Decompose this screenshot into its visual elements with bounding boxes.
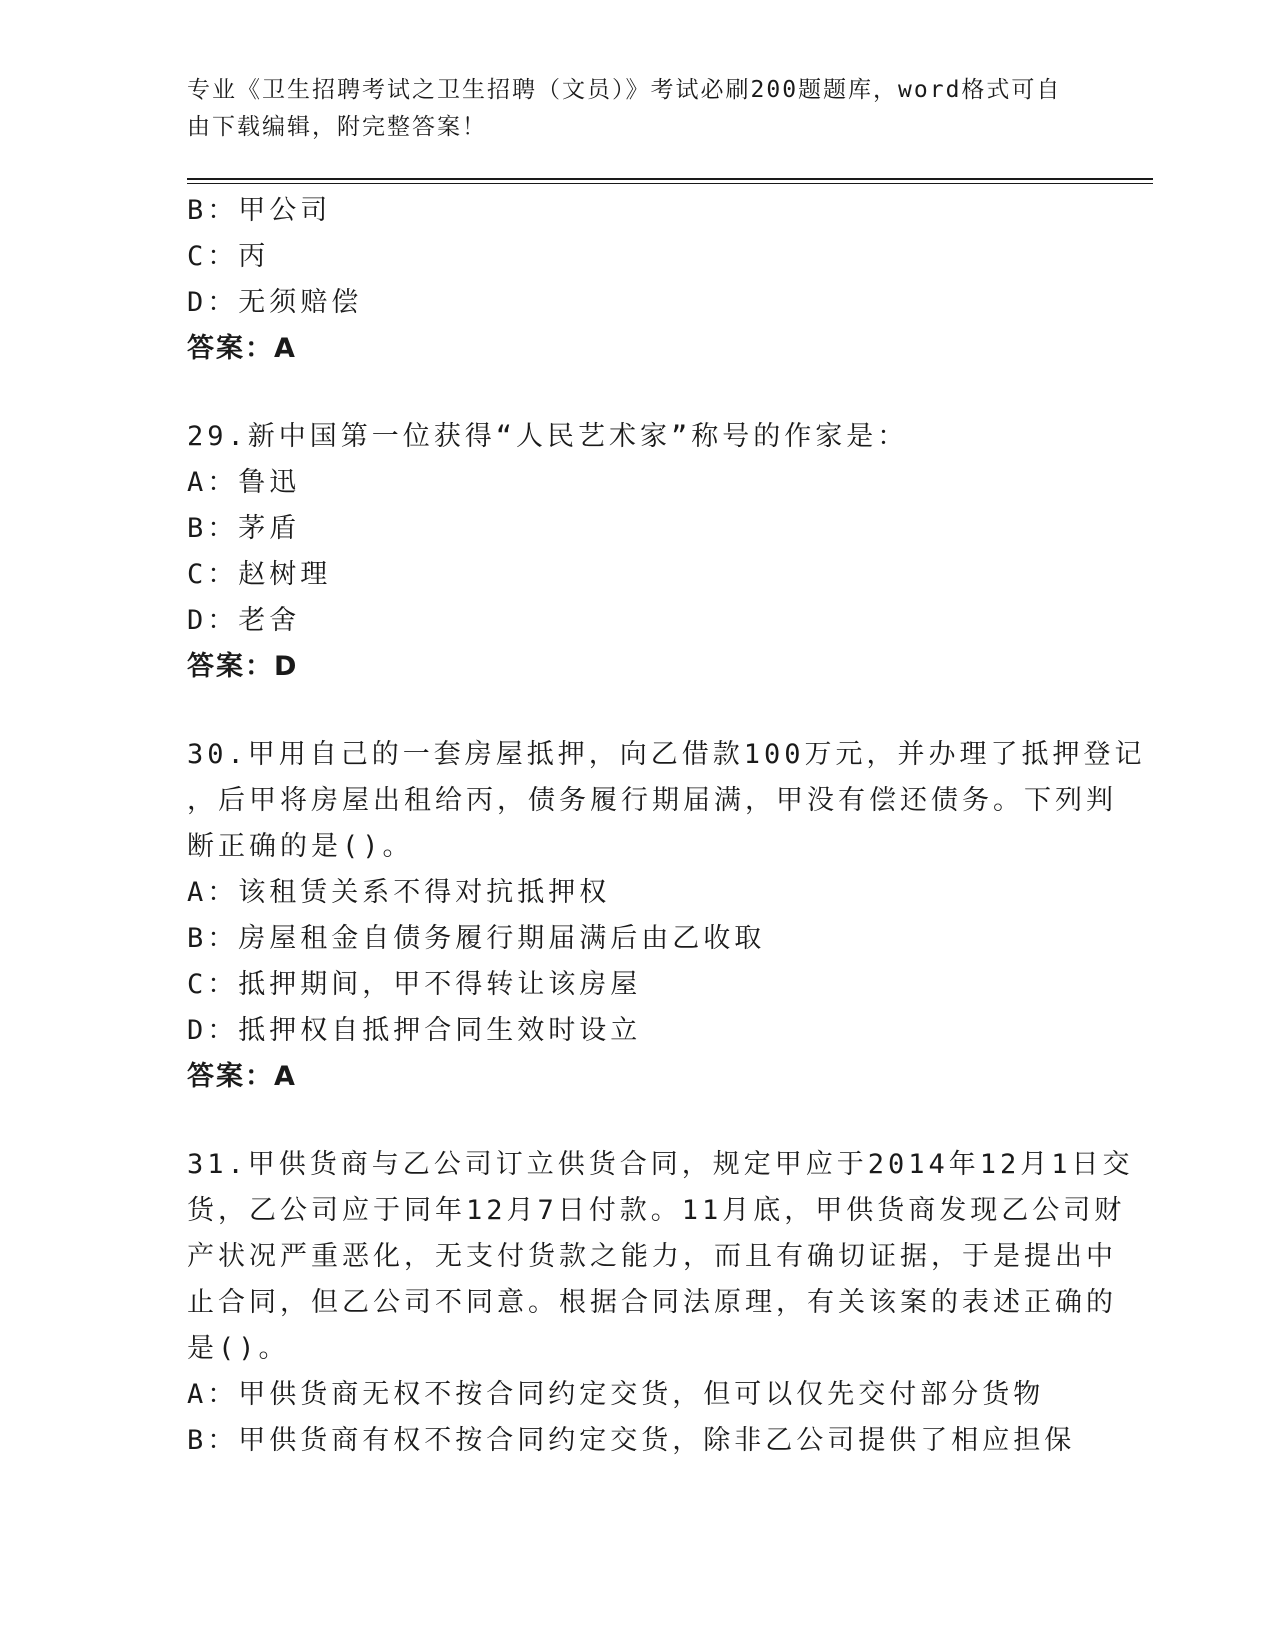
option-c: C：抵押期间，甲不得转让该房屋 (187, 969, 642, 1000)
header-divider-thin (187, 183, 1153, 184)
question-stem-line-3: 断正确的是()。 (187, 831, 414, 862)
question-31 (187, 1142, 1134, 1464)
question-30 (187, 732, 1146, 1100)
option-a: A：鲁迅 (187, 467, 301, 498)
option-b: B：房屋租金自债务履行期届满后由乙收取 (187, 923, 766, 954)
question-stem-line-2: ，后甲将房屋出租给丙，债务履行期届满，甲没有偿还债务。下列判 (187, 785, 1117, 816)
spacer (187, 372, 1087, 414)
question-stem-line-2: 货，乙公司应于同年12月7日付款。11月底，甲供货商发现乙公司财 (187, 1195, 1126, 1226)
answer-line: 答案：D (187, 651, 299, 682)
option-b: B：茅盾 (187, 513, 301, 544)
option-c: C：丙 (187, 241, 270, 272)
header-line-2: 由下载编辑，附完整答案！ (187, 114, 487, 140)
header-divider-thick (187, 178, 1153, 180)
question-stem-line-1: 30.甲用自己的一套房屋抵押，向乙借款100万元，并办理了抵押登记 (187, 739, 1146, 770)
question-stem-line-5: 是()。 (187, 1333, 290, 1364)
header-line-1: 专业《卫生招聘考试之卫生招聘（文员）》考试必刷200题题库，word格式可自 (187, 77, 1062, 103)
option-a: A：甲供货商无权不按合同约定交货，但可以仅先交付部分货物 (187, 1379, 1045, 1410)
spacer (187, 1100, 1087, 1142)
option-b: B：甲公司 (187, 195, 332, 226)
question-28 (187, 188, 1087, 372)
answer-line: 答案：A (187, 1061, 297, 1092)
option-d: D：无须赔偿 (187, 287, 363, 318)
question-stem: 29.新中国第一位获得“人民艺术家”称号的作家是： (187, 421, 909, 452)
question-stem-line-1: 31.甲供货商与乙公司订立供货合同，规定甲应于2014年12月1日交 (187, 1149, 1134, 1180)
document-body (187, 188, 1146, 1464)
document-header (187, 72, 1067, 146)
answer-line: 答案：A (187, 333, 297, 364)
question-stem-line-4: 止合同，但乙公司不同意。根据合同法原理，有关该案的表述正确的 (187, 1287, 1117, 1318)
option-d: D：老舍 (187, 605, 301, 636)
option-d: D：抵押权自抵押合同生效时设立 (187, 1015, 642, 1046)
option-b: B：甲供货商有权不按合同约定交货，除非乙公司提供了相应担保 (187, 1425, 1076, 1456)
option-c: C：赵树理 (187, 559, 332, 590)
question-29 (187, 414, 1087, 690)
question-stem-line-3: 产状况严重恶化，无支付货款之能力，而且有确切证据，于是提出中 (187, 1241, 1117, 1272)
spacer (187, 690, 1087, 732)
option-a: A：该租赁关系不得对抗抵押权 (187, 877, 611, 908)
